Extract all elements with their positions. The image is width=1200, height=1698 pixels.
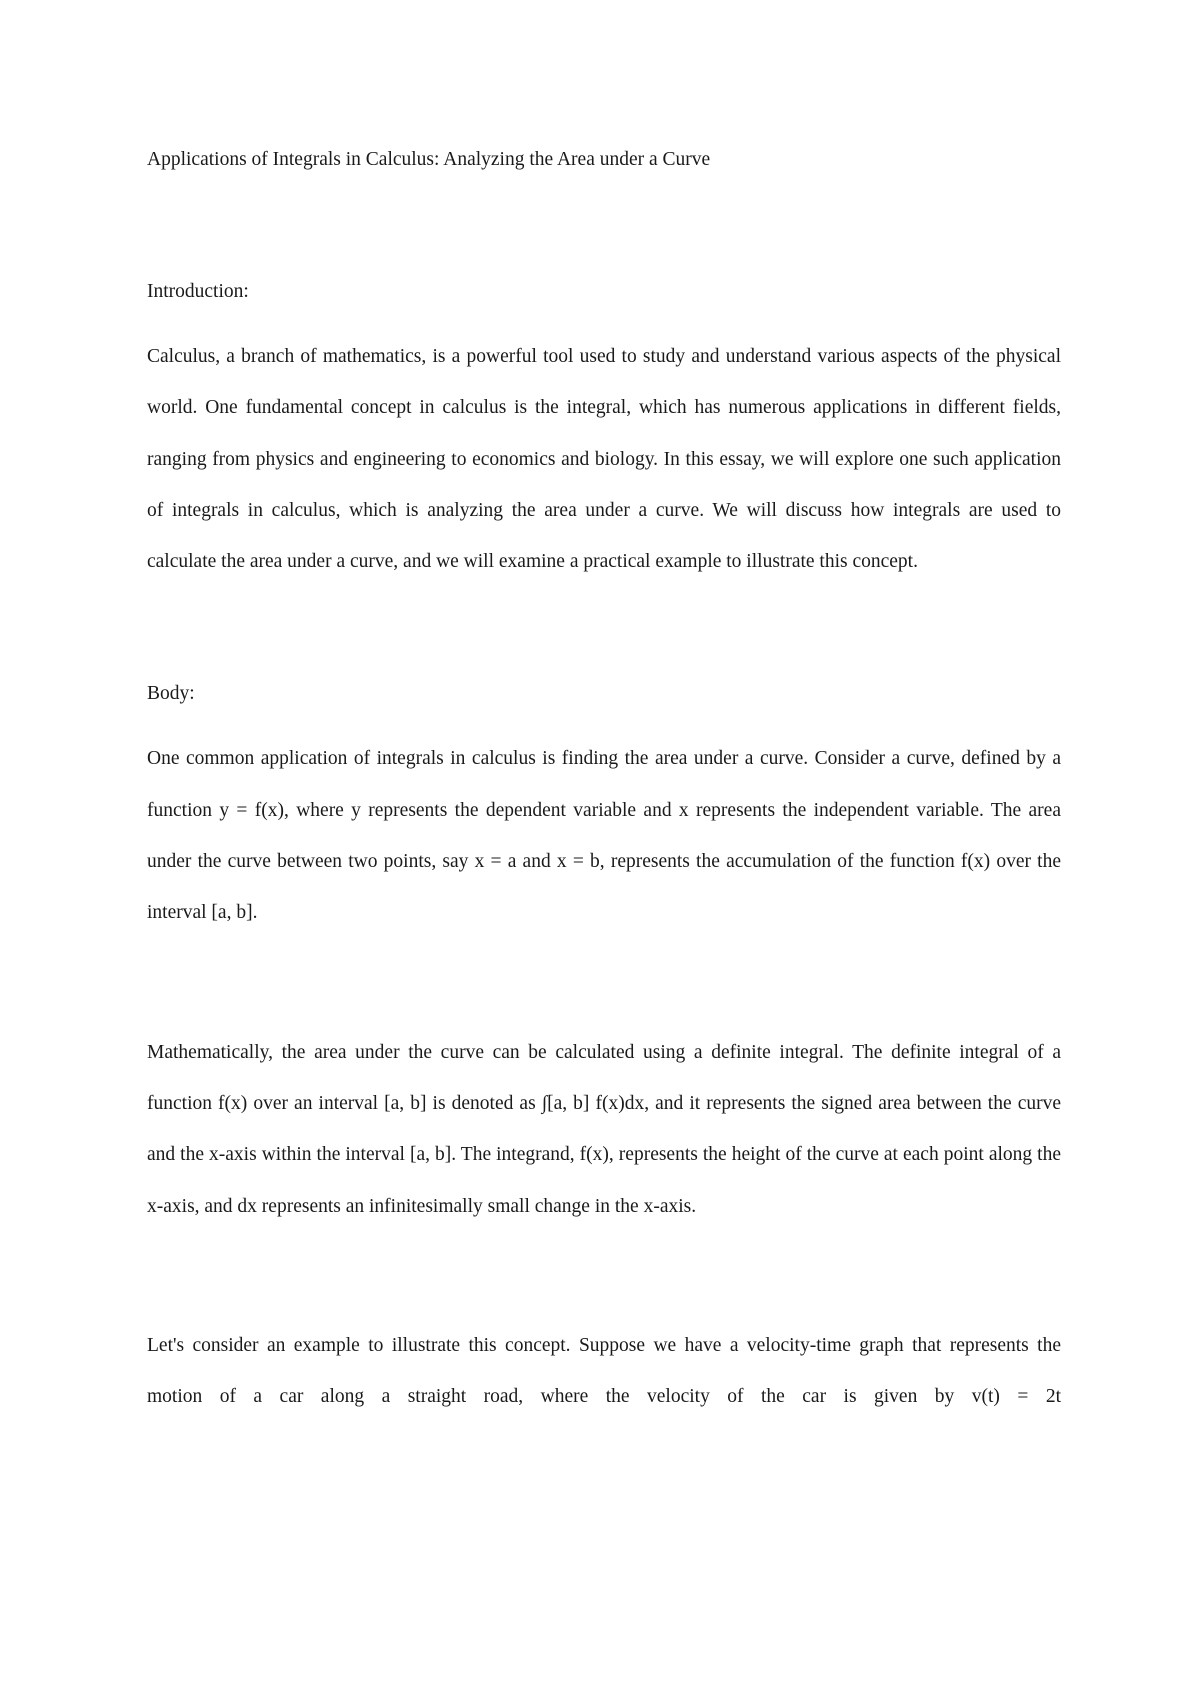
body-paragraph: Mathematically, the area under the curve can be calculated using a definite integral. The definite integral of a function f(x) over an interval [a, b] is denoted as ∫[a, b] f(x)dx, and it represents the signed area between the curve and the x-axis within the interval [a, b]. The integrand, f(x), represents the height of the curve at each point along the x-axis, and dx represents an infinitesimally small change in the x-axis. xyxy=(147,1041,1061,1217)
document-title: Applications of Integrals in Calculus: Analyzing the Area under a Curve xyxy=(147,149,711,170)
body-paragraph: One common application of integrals in calculus is finding the area under a curve. Consider a curve, defined by a function y = f(x), where y represents the dependent variable and x represents the independent variable. The area under the curve between two points, say x = a and x = b, represents the accumulation of the function f(x) over the interval [a, b]. xyxy=(147,748,1061,924)
body-heading: Body: xyxy=(147,683,195,705)
body-paragraph: Let's consider an example to illustrate this concept. Suppose we have a velocity-time graph that represents the motion of a car along a straight road, where the velocity of the car is given by v(t) = 2t xyxy=(147,1334,1061,1408)
introduction-paragraph: Calculus, a branch of mathematics, is a powerful tool used to study and understand various aspects of the physical world. One fundamental concept in calculus is the integral, which has numerous applications in different fields, ranging from physics and engineering to economics and biology. In this essay, we will explore one such application of integrals in calculus, which is analyzing the area under a curve. We will discuss how integrals are used to calculate the area under a curve, and we will examine a practical example to illustrate this concept. xyxy=(147,346,1061,573)
introduction-heading: Introduction: xyxy=(147,281,249,302)
document-content xyxy=(147,147,1061,1422)
